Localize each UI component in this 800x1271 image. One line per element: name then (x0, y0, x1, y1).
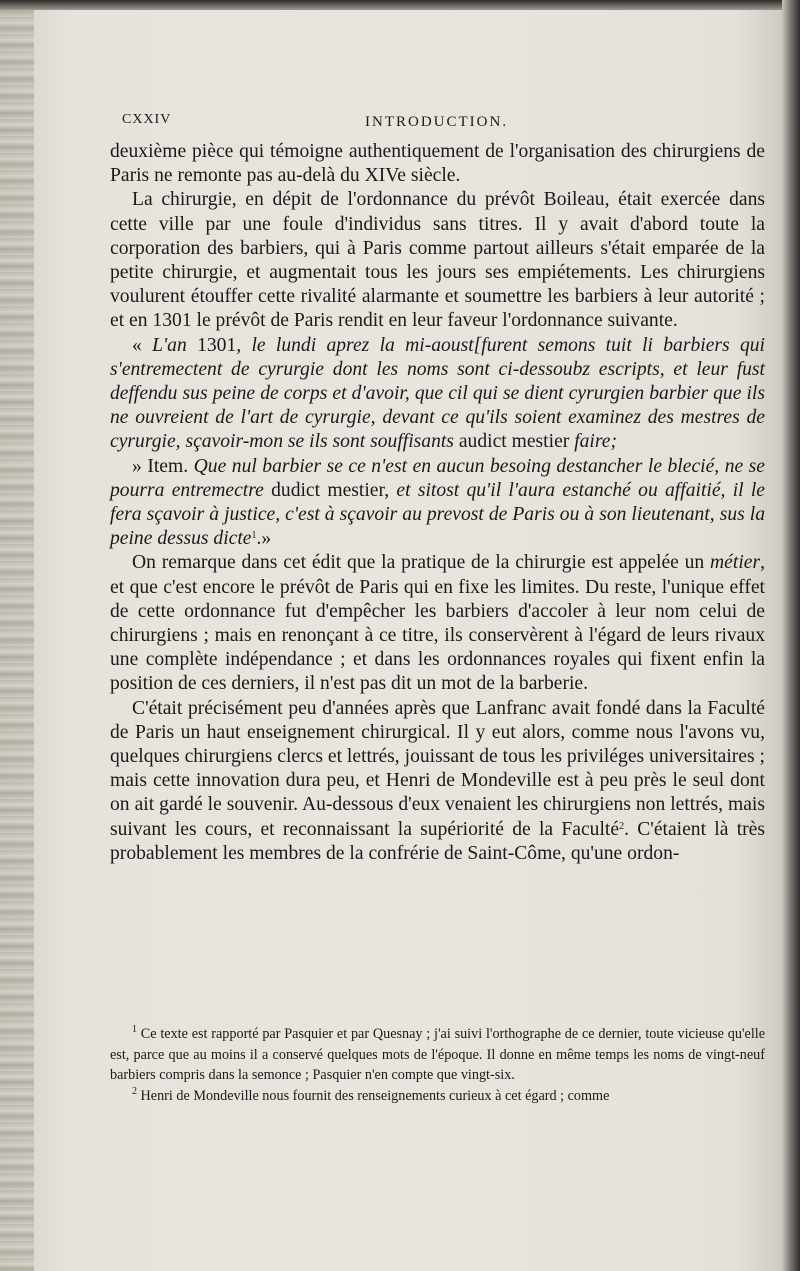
footnote-ref-1: 1 (251, 530, 257, 542)
footnote-1-mark: 1 (132, 1024, 137, 1035)
quote-1-end: faire; (574, 431, 617, 453)
footnote-1 (110, 1024, 765, 1086)
footnote-ref-2: 2 (619, 820, 625, 832)
quote-open: « (132, 334, 153, 356)
footnotes (110, 1024, 765, 1106)
quote-1-intro: L'an (152, 334, 198, 356)
quote-1-text: , le lundi aprez la mi-aoust[furent semons tuit li barbiers qui s'entremectent de cyrurgie dont les noms sont ci-dessoubz escripts, et leur fust deffendu sus peine de corps et d'avoir, que cil qui se dient cyrurgien barbier que ils ne ouvreient de l'art de cyrurgie, devant ce qu'ils soient examinez des mestres de cyrurgie, sçavoir-mon se ils sont souffisants (110, 334, 765, 453)
quotation-2 (110, 455, 765, 552)
quote-close: .» (256, 528, 272, 550)
page-right-edge (782, 0, 800, 1271)
paragraph-4 (110, 697, 765, 866)
footnote-2-text: Henri de Mondeville nous fournit des renseignements curieux à cet égard ; comme (137, 1087, 610, 1104)
paragraph-3-text: On remarque dans cet édit que la pratique de la chirurgie est appelée un (132, 552, 711, 574)
paragraph-2 (110, 188, 765, 333)
running-head (110, 106, 710, 136)
book-gutter (0, 0, 34, 1271)
paragraph-3-text-cont: , et que c'est encore le prévôt de Paris qui en fixe les limites. Du reste, l'unique effet de cette ordonnance fut d'empêcher les barbiers d'accoler à leur nom celui de chirurgiens ; mais en renonçant à ce titre, ils conservèrent à l'égard de leurs rivaux une complète indépendance ; et dans les ordonnances royales qui fixent enfin la position de ces derniers, il n'est pas dit un mot de la barberie. (110, 552, 765, 695)
body-text (110, 140, 765, 866)
paragraph-3-italic: métier (710, 552, 761, 574)
quote-1-year: 1301 (197, 334, 237, 356)
footnote-2-mark: 2 (132, 1085, 137, 1097)
paragraph-3 (110, 551, 765, 696)
paragraph-1-text: deuxième pièce qui témoigne authentiquement de l'organisation des chirurgiens de Paris ne remonte pas au-delà du XIVe siècle. (110, 141, 765, 187)
page-top-edge (0, 0, 800, 10)
footnote-1-text: Ce texte est rapporté par Pasquier et par Quesnay ; j'ai suivi l'orthographe de ce dernier, toute vicieuse qu'elle est, parce que au moins il a conservé quelques mots de l'époque. Il donne en même temps les noms de vingt-neuf barbiers compris dans la semonce ; Pasquier n'en compte que vingt-six. (110, 1026, 765, 1084)
paragraph-4-text: C'était précisément peu d'années après que Lanfranc avait fondé dans la Faculté de Paris un haut enseignement chirurgical. Il y eut alors, comme nous l'avons vu, quelques chirurgiens clercs et lettrés, jouissant de tous les priviléges universitaires ; mais cette innovation dura peu, et Henri de Mondeville est à peu près le seul dont on ait gardé le souvenir. Au-dessous d'eux venaient les chirurgiens non lettrés, mais suivant les cours, et reconnaissant la supériorité de la Faculté (110, 697, 765, 840)
footnote-2 (110, 1086, 765, 1107)
quote-1-roman: audict mestier (458, 431, 575, 453)
quote-2-roman: dudict mestier, (271, 479, 397, 501)
quote-2-text: Que nul barbier se ce n'est en aucun besoing destancher le blecié, ne se pourra entremectre (110, 455, 766, 501)
quote-2-item: Item. (147, 455, 194, 477)
paragraph-2-text: La chirurgie, en dépit de l'ordonnance du prévôt Boileau, était exercée dans cette ville par une foule d'individus sans titres. Il y avait d'abord toute la corporation des barbiers, qui à Paris comme partout ailleurs s'était emparée de la petite chirurgie, et augmentait tous les jours ses empiétements. Les chirurgiens voulurent étouffer cette rivalité alarmante et soumettre les barbiers à leur autorité ; et en 1301 le prévôt de Paris rendit en leur faveur l'ordonnance suivante. (110, 189, 765, 332)
quotation-1 (110, 334, 765, 455)
quote-continue-mark: » (132, 455, 148, 477)
page-number: CXXIV (122, 112, 172, 127)
paragraph-1 (110, 140, 765, 188)
paragraph-4-text-cont: . C'étaient là très probablement les membres de la confrérie de Saint-Côme, qu'une ordon- (110, 818, 765, 864)
quote-2-text-cont: et sitost qu'il l'aura estanché ou affaitié, il le fera sçavoir à justice, c'est à sçavoir au prevost de Paris ou à son lieutenant, sus la peine dessus dicte (110, 479, 765, 550)
running-title: INTRODUCTION. (365, 114, 509, 130)
